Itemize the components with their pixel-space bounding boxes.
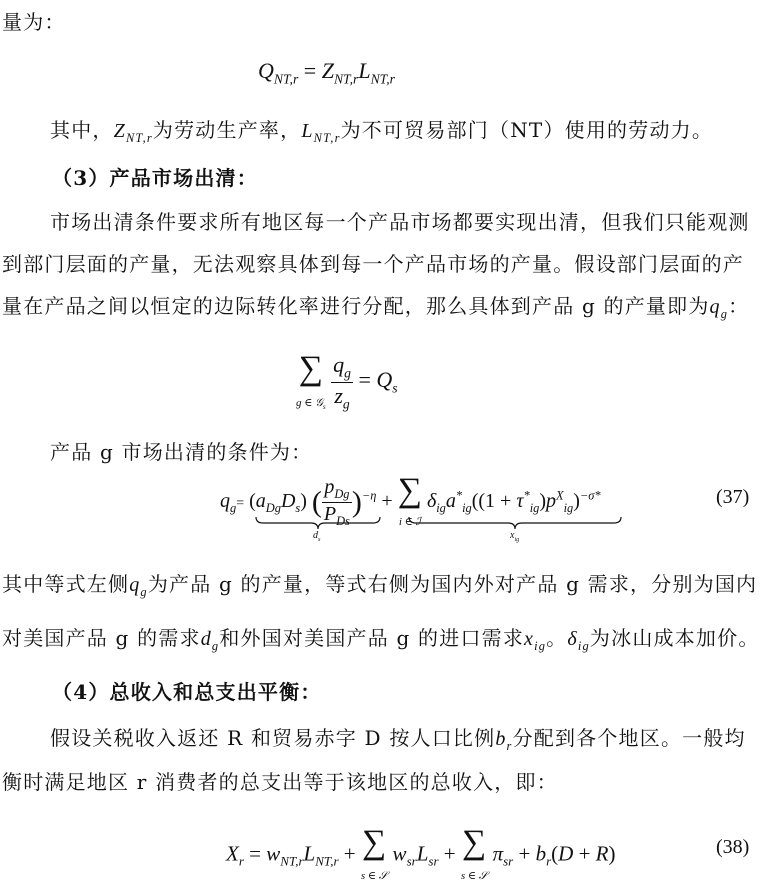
section-heading: （3）产品市场出清： <box>52 166 258 190</box>
equation-number-38: (38) <box>716 836 750 858</box>
text-line: 产品 g 市场出清的条件为： <box>50 440 313 464</box>
equation-38: $X_r = w_{NT,r}L_{NT,r}$ + ∑ s ∈ 𝒮 $w_{sr}L_{sr}$ + ∑ s ∈ 𝒮 $\pi_{sr} + b_r(D + R)$ <box>226 824 616 882</box>
text-line: 假设关税收入返还 R 和贸易赤字 D 按人口比例$b_r$分配到各个地区。一般均 <box>50 726 746 753</box>
symbol-delta: $\delta_{ig}$ <box>567 628 590 653</box>
underbrace-left-label: $d_s$ <box>313 530 321 543</box>
symbol-z: $Z_{NT,r}$ <box>113 120 153 145</box>
symbol-qg: $q_g$ <box>709 296 729 321</box>
symbol-br: $b_r$ <box>495 728 513 753</box>
text-line: 量在产品之间以恒定的边际转化率进行分配，那么具体到产品 g 的产量即为$q_g$： <box>2 294 750 321</box>
equation-sector-output: ∑ g ∈ 𝒢$_s$ $\frac{q_g}{z_g}$ = $Q_s$ <box>296 350 398 412</box>
text-line: 衡时满足地区 r 消费者的总支出等于该地区的总收入，即： <box>2 770 558 794</box>
symbol-dg: $d_g$ <box>200 628 220 653</box>
text-line: 量为： <box>2 10 66 34</box>
text-line: 市场出清条件要求所有地区每一个产品市场都要实现出清，但我们只能观测 <box>50 210 750 234</box>
section-heading: （4）总收入和总支出平衡： <box>52 680 322 704</box>
symbol-l: $L_{NT,r}$ <box>301 120 341 145</box>
underbrace-left <box>255 516 381 530</box>
underbrace-right-label: $x_{ig}$ <box>510 530 520 543</box>
equation-number-37: (37) <box>716 486 750 508</box>
text-line: 对美国产品 g 的需求$d_g$和外国对美国产品 g 的进口需求$x_{ig}$。$\delta_{ig}$为冰山成本加价。 <box>2 626 760 653</box>
text-line: 到部门层面的产量，无法观察具体到每一个产品市场的产量。假设部门层面的产 <box>2 252 744 276</box>
symbol-qg: $q_g$ <box>129 574 148 599</box>
equation-37: $q_g= (a_{Dg}D_s)$ ( $\frac{p_{Dg}}{P_{Ds}}$ )$^{-\eta}$ + ∑ i ∈ ℐ $\delta_{ig}a^*_{ig}((1 + \tau^*_{ig})p^X_{ig})^{-\sigma*}$ <box>220 472 601 528</box>
text-line: 其中等式左侧$q_g$为产品 g 的产量，等式右侧为国内外对产品 g 需求，分别为国内 <box>2 572 758 599</box>
symbol-xig: $x_{ig}$ <box>524 628 547 653</box>
text-line: 其中，$Z_{NT,r}$为劳动生产率，$L_{NT,r}$为不可贸易部门（NT）使用的劳动力。 <box>50 118 714 145</box>
equation-production: $Q_{NT,r} = Z_{NT,r}L_{NT,r}$ <box>258 58 395 87</box>
underbrace-right <box>408 516 622 530</box>
